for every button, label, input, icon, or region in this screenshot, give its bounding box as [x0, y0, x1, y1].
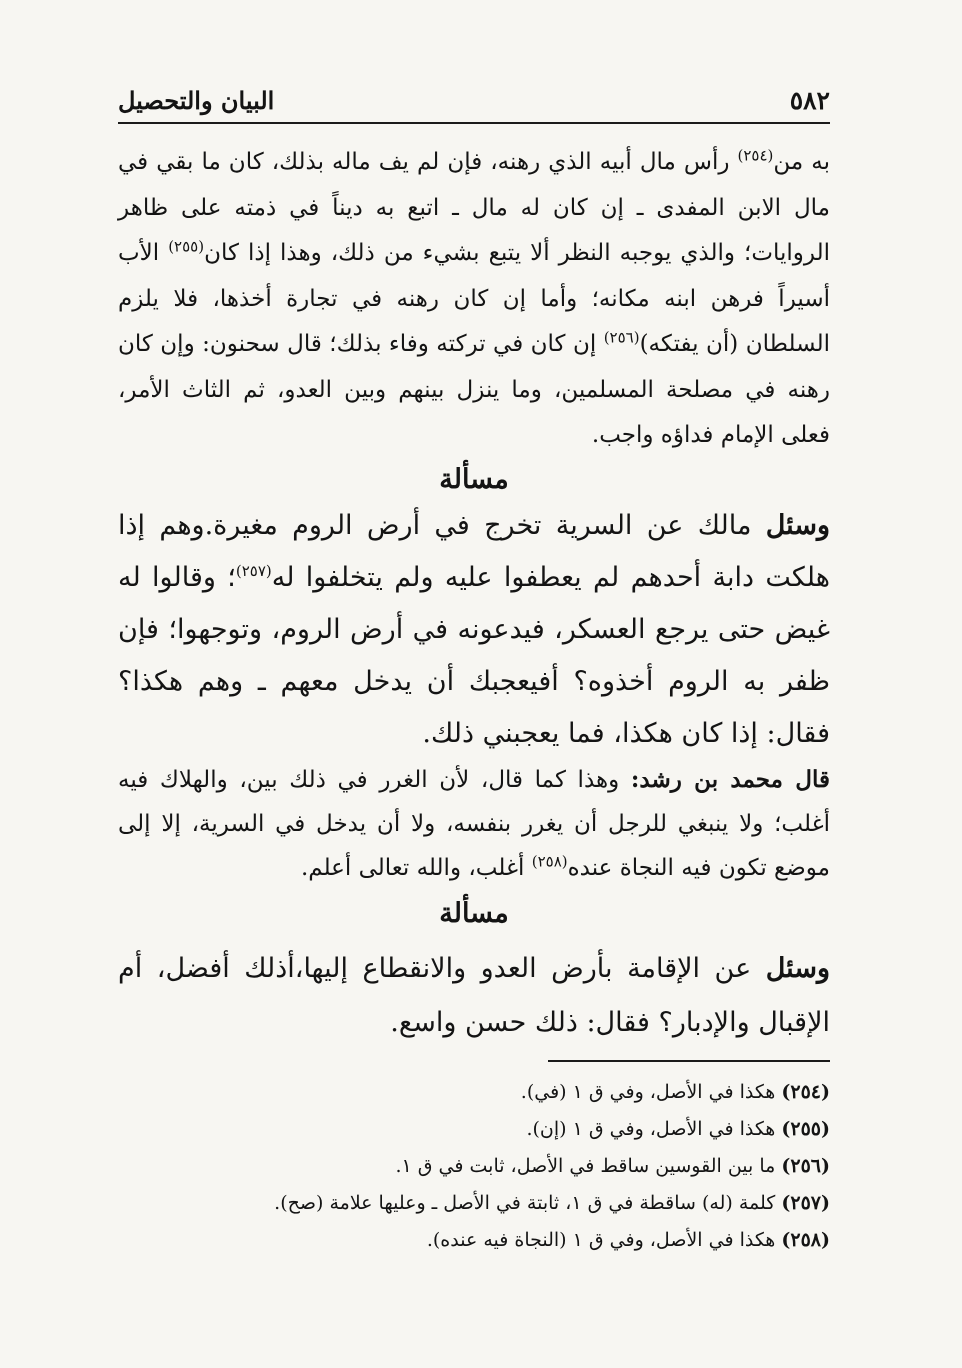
- paragraph-continuation: [118, 140, 830, 459]
- page-number: ٥٨٢: [789, 86, 830, 115]
- commentary-paragraph: [118, 758, 830, 890]
- footnote-item: [118, 1222, 830, 1259]
- footnote-number: (٢٥٤): [781, 1081, 830, 1103]
- section-heading-2: مسألة: [439, 898, 509, 929]
- text-run: عن الإقامة بأرض العدو والانقطاع إليها،أذلك أفضل، أم الإقبال والإدبار؟ فقال: ذلك حسن واسع.: [118, 953, 830, 1038]
- footnotes-list: [118, 1074, 830, 1259]
- text-run: وهذا كما قال، لأن الغرر في ذلك بين، والهلاك فيه أغلب؛ ولا ينبغي للرجل أن يغرر بنفسه، ولا أن يدخل في السرية، إلا إلى موضع تكون فيه النجاة عنده: [118, 767, 830, 881]
- text-run: ؛ وقالوا له غيض حتى يرجع العسكر، فيدعونه في أرض الروم، وتوجهوا؛ فإن ظفر به الروم أخذوه؟ أفيعجبك أن يدخل معهم ـ وهم هكذا؟ فقال: إذا كان هكذا، فما يعجبني ذلك.: [118, 562, 830, 749]
- text-run: رأس مال أبيه الذي رهنه، فإن لم يف ماله بذلك، كان ما بقي في مال الابن المفدى ـ إن كان له مال ـ اتبع به ديناً في ذمته على ظاهر الروايات؛ والذي يوجبه النظر ألا يتبع بشيء من ذلك، وهذا إذا كان: [118, 149, 830, 266]
- footnote-text: هكذا في الأصل، وفي ق ١ (إن).: [526, 1118, 782, 1140]
- footnote-divider: [548, 1060, 830, 1062]
- footnote-ref-256[interactable]: (٢٥٦): [603, 328, 640, 347]
- footnote-item: [118, 1148, 830, 1185]
- footnote-text: كلمة (له) ساقطة في ق ١، ثابتة في الأصل ـ وعليها علامة (صح).: [274, 1192, 782, 1214]
- running-header: [118, 78, 830, 124]
- footnote-item: [118, 1074, 830, 1111]
- footnote-number: (٢٥٥): [781, 1118, 830, 1140]
- footnote-ref-258[interactable]: (٢٥٨): [531, 852, 568, 871]
- section-heading-1: مسألة: [439, 464, 509, 495]
- text-run: به من: [773, 149, 831, 175]
- footnote-number: (٢٥٦): [781, 1155, 830, 1177]
- text-run: إن كان في تركته وفاء بذلك؛ قال سحنون: وإن كان رهنه في مصلحة المسلمين، وما ينزل بينهم وبين العدو، ثم الثاث الأمر، فعلى الإمام فداؤه واجب.: [118, 331, 830, 448]
- footnote-text: هكذا في الأصل، وفي ق ١ (في).: [520, 1081, 782, 1103]
- footnote-number: (٢٥٧): [781, 1192, 830, 1214]
- footnote-ref-255[interactable]: (٢٥٥): [168, 237, 205, 256]
- text-run: الأب أسيراً فرهن ابنه مكانه؛ وأما إن كان رهنه في تجارة أخذها، فلا يلزم السلطان (أن يفتكه): [118, 240, 830, 357]
- text-run: مالك عن السرية تخرج في أرض الروم مغيرة.وهم إذا هلكت دابة أحدهم لم يعطفوا عليه ولم يتخلفوا له: [118, 510, 830, 593]
- commentary-lead: قال محمد بن رشد:: [630, 766, 831, 793]
- footnote-text: ما بين القوسين ساقط في الأصل، ثابت في ق ١.: [395, 1155, 782, 1177]
- lead-word: وسئل: [765, 953, 830, 984]
- footnote-item: [118, 1111, 830, 1148]
- footnote-number: (٢٥٨): [781, 1229, 830, 1251]
- question-paragraph-2: [118, 942, 830, 1050]
- footnote-text: هكذا في الأصل، وفي ق ١ (النجاة فيه عنده).: [426, 1229, 782, 1251]
- book-title: البيان والتحصيل: [118, 86, 275, 115]
- lead-word: وسئل: [765, 510, 830, 541]
- text-run: أغلب، والله تعالى أعلم.: [300, 855, 532, 881]
- footnote-ref-254[interactable]: (٢٥٤): [737, 146, 774, 165]
- footnote-ref-257[interactable]: (٢٥٧): [235, 562, 272, 580]
- question-paragraph-1: [118, 500, 830, 760]
- footnote-item: [118, 1185, 830, 1222]
